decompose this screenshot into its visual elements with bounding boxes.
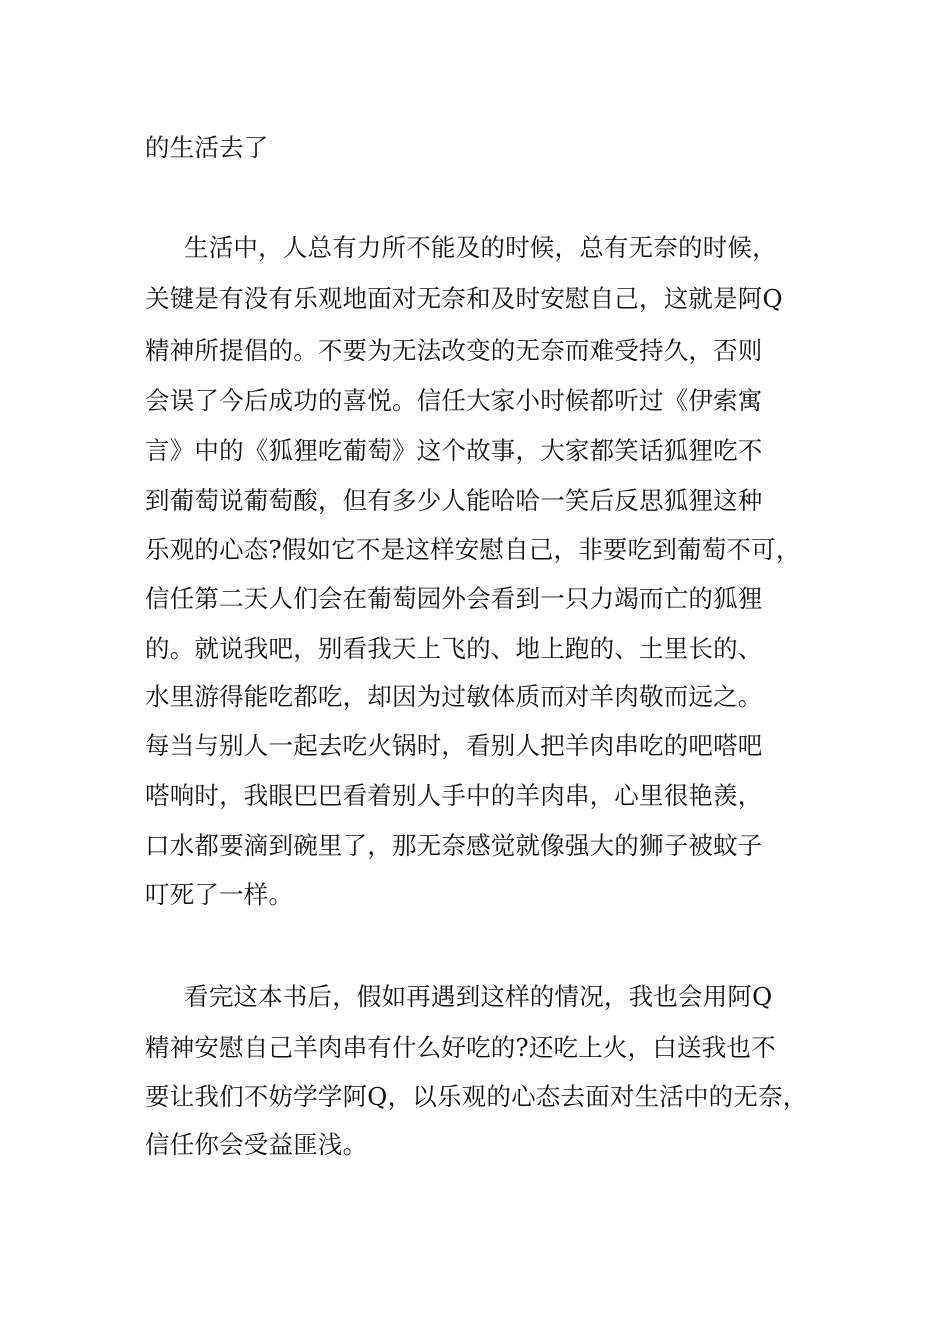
paragraph-2-line-4: 会误了今后成功的喜悦。信任大家小时候都听过《伊索寓 [145,386,763,415]
paragraph-2-line-13: 口水都要滴到碗里了，那无奈感觉就像强大的狮子被蚊子 [145,831,763,860]
paragraph-3-line-3: 要让我们不妨学学阿Q，以乐观的心态去面对生活中的无奈， [145,1082,808,1111]
paragraph-2-line-3: 精神所提倡的。不要为无法改变的无奈而难受持久，否则 [145,336,763,365]
paragraph-3-line-1: 看完这本书后，假如再遇到这样的情况，我也会用阿Q [184,982,773,1011]
paragraph-2-line-2: 关键是有没有乐观地面对无奈和及时安慰自己，这就是阿Q [145,284,783,313]
paragraph-2-line-10: 水里游得能吃都吃，却因为过敏体质而对羊肉敬而远之。 [145,682,763,711]
paragraph-2-line-8: 信任第二天人们会在葡萄园外会看到一只力竭而亡的狐狸 [145,584,763,613]
paragraph-2-line-1: 生活中，人总有力所不能及的时候，总有无奈的时候， [184,233,777,262]
paragraph-2-line-5: 言》中的《狐狸吃葡萄》这个故事，大家都笑话狐狸吃不 [145,436,763,465]
paragraph-2-line-7: 乐观的心态?假如它不是这样安慰自己，非要吃到葡萄不可， [145,535,801,564]
paragraph-2-line-14: 叮死了一样。 [145,880,294,909]
paragraph-2-line-11: 每当与别人一起去吃火锅时，看别人把羊肉串吃的吧嗒吧 [145,731,763,760]
paragraph-2-line-6: 到葡萄说葡萄酸，但有多少人能哈哈一笑后反思狐狸这种 [145,486,763,515]
paragraph-3-line-4: 信任你会受益匪浅。 [145,1130,368,1159]
paragraph-1-line-1: 的生活去了 [145,133,269,162]
paragraph-2-line-9: 的。就说我吧，别看我天上飞的、地上跑的、土里长的、 [145,634,763,663]
paragraph-3-line-2: 精神安慰自己羊肉串有什么好吃的?还吃上火，白送我也不 [145,1033,776,1062]
paragraph-2-line-12: 嗒响时，我眼巴巴看着别人手中的羊肉串，心里很艳羡， [145,781,763,810]
